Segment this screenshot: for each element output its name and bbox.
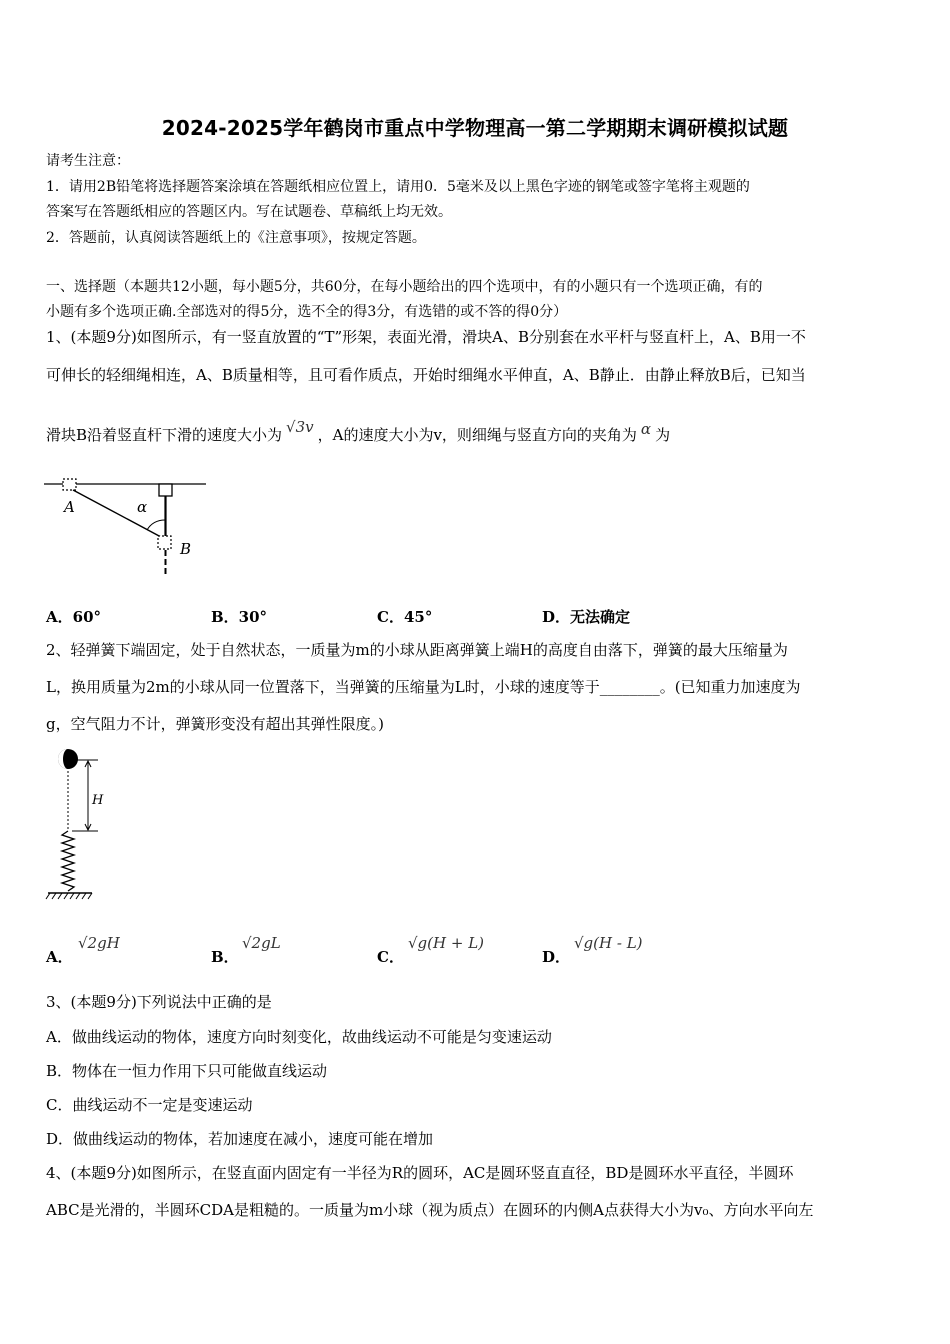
q1-option-b: B．30°: [211, 608, 268, 626]
notice-heading: 请考生注意：: [46, 153, 130, 169]
frame-joint-icon: [159, 484, 172, 496]
q2-option-c-letter: C．: [377, 948, 404, 966]
q3-stem: 3、(本题9分)下列说法中正确的是: [46, 993, 272, 1011]
q1-line-1: 1、(本题9分)如图所示，有一竖直放置的“T”形架，表面光滑，滑块A、B分别套在水平杆与竖直杆上，A、B用一不: [46, 328, 806, 346]
rope-line: [73, 490, 161, 537]
q1-line-3a: 滑块B沿着竖直杆下滑的速度大小为: [46, 426, 283, 444]
section-heading-line-2: 小题有多个选项正确.全部选对的得5分，选不全的得3分，有选错的或不答的得0分）: [46, 304, 568, 320]
q1-line-3: [46, 418, 671, 445]
q1-option-c: C．45°: [377, 608, 433, 626]
q1-line-3b: ，A的速度大小为v，则细绳与竖直方向的夹角为: [317, 426, 637, 444]
slider-b-icon: [158, 536, 171, 549]
page-title: 2024-2025学年鹤岗市重点中学物理高一第二学期期末调研模拟试题: [161, 116, 789, 140]
q2-option-b-letter: B．: [211, 948, 239, 966]
q2-option-d-letter: D．: [542, 948, 571, 966]
q3-option-c: C．曲线运动不一定是变速运动: [46, 1096, 253, 1114]
notice-line-2: 答案写在答题纸相应的答题区内。写在试题卷、草稿纸上均无效。: [46, 204, 452, 220]
q4-line-1: 4、(本题9分)如图所示，在竖直面内固定有一半径为R的圆环，AC是圆环竖直直径，BD是圆环水平直径，半圆环: [46, 1164, 794, 1182]
q3-option-a: A．做曲线运动的物体，速度方向时刻变化，故曲线运动不可能是匀变速运动: [46, 1028, 552, 1046]
q1-option-d: D．无法确定: [542, 608, 631, 626]
q1-line-3c: 为: [655, 426, 671, 444]
q2-option-a-letter: A．: [46, 948, 73, 966]
q2-line-1: 2、轻弹簧下端固定，处于自然状态，一质量为m的小球从距离弹簧上端H的高度自由落下，弹簧的最大压缩量为: [46, 641, 788, 659]
q3-option-b: B．物体在一恒力作用下只可能做直线运动: [46, 1062, 328, 1080]
q2-line-2: L，换用质量为2m的小球从同一位置落下，当弹簧的压缩量为L时，小球的速度等于________。(已知重力加速度为: [46, 678, 801, 696]
q1-option-a: A．60°: [46, 608, 102, 626]
notice-line-1: 1．请用2B铅笔将选择题答案涂填在答题纸相应位置上，请用0．5毫米及以上黑色字迹的钢笔或签字笔将主观题的: [46, 179, 750, 195]
q2-option-a-expr: √2gH: [78, 934, 120, 952]
figure-label-alpha: α: [137, 498, 148, 516]
q2-option-c-expr: √g(H + L): [408, 934, 485, 952]
q1-line-2: 可伸长的轻细绳相连，A、B质量相等，且可看作质点，开始时细绳水平伸直，A、B静止．由静止释放B后，已知当: [46, 366, 806, 384]
q1-sqrt3v: √3v: [286, 418, 314, 436]
figure-label-b: B: [180, 540, 192, 558]
q2-option-d-expr: √g(H - L): [574, 934, 643, 952]
q2-option-b-expr: √2gL: [242, 934, 281, 952]
spring-icon: [62, 831, 74, 891]
q3-option-d: D．做曲线运动的物体，若加速度在减小，速度可能在增加: [46, 1130, 434, 1148]
q1-alpha: α: [640, 420, 652, 438]
section-heading-line-1: 一、选择题（本题共12小题，每小题5分，共60分，在每小题给出的四个选项中，有的小题只有一个选项正确，有的: [46, 279, 763, 295]
q2-spring-figure: [42, 743, 122, 905]
slider-a-icon: [63, 479, 76, 490]
q1-t-frame-figure: [40, 470, 215, 585]
q2-line-3: g，空气阻力不计，弹簧形变没有超出其弹性限度。): [46, 715, 384, 733]
notice-line-3: 2．答题前，认真阅读答题纸上的《注意事项》，按规定答题。: [46, 230, 426, 246]
figure-label-a: A: [64, 498, 75, 516]
q4-line-2: ABC是光滑的，半圆环CDA是粗糙的。一质量为m小球（视为质点）在圆环的内侧A点获得大小为v₀、方向水平向左: [46, 1201, 814, 1219]
figure-label-h: H: [92, 793, 104, 808]
